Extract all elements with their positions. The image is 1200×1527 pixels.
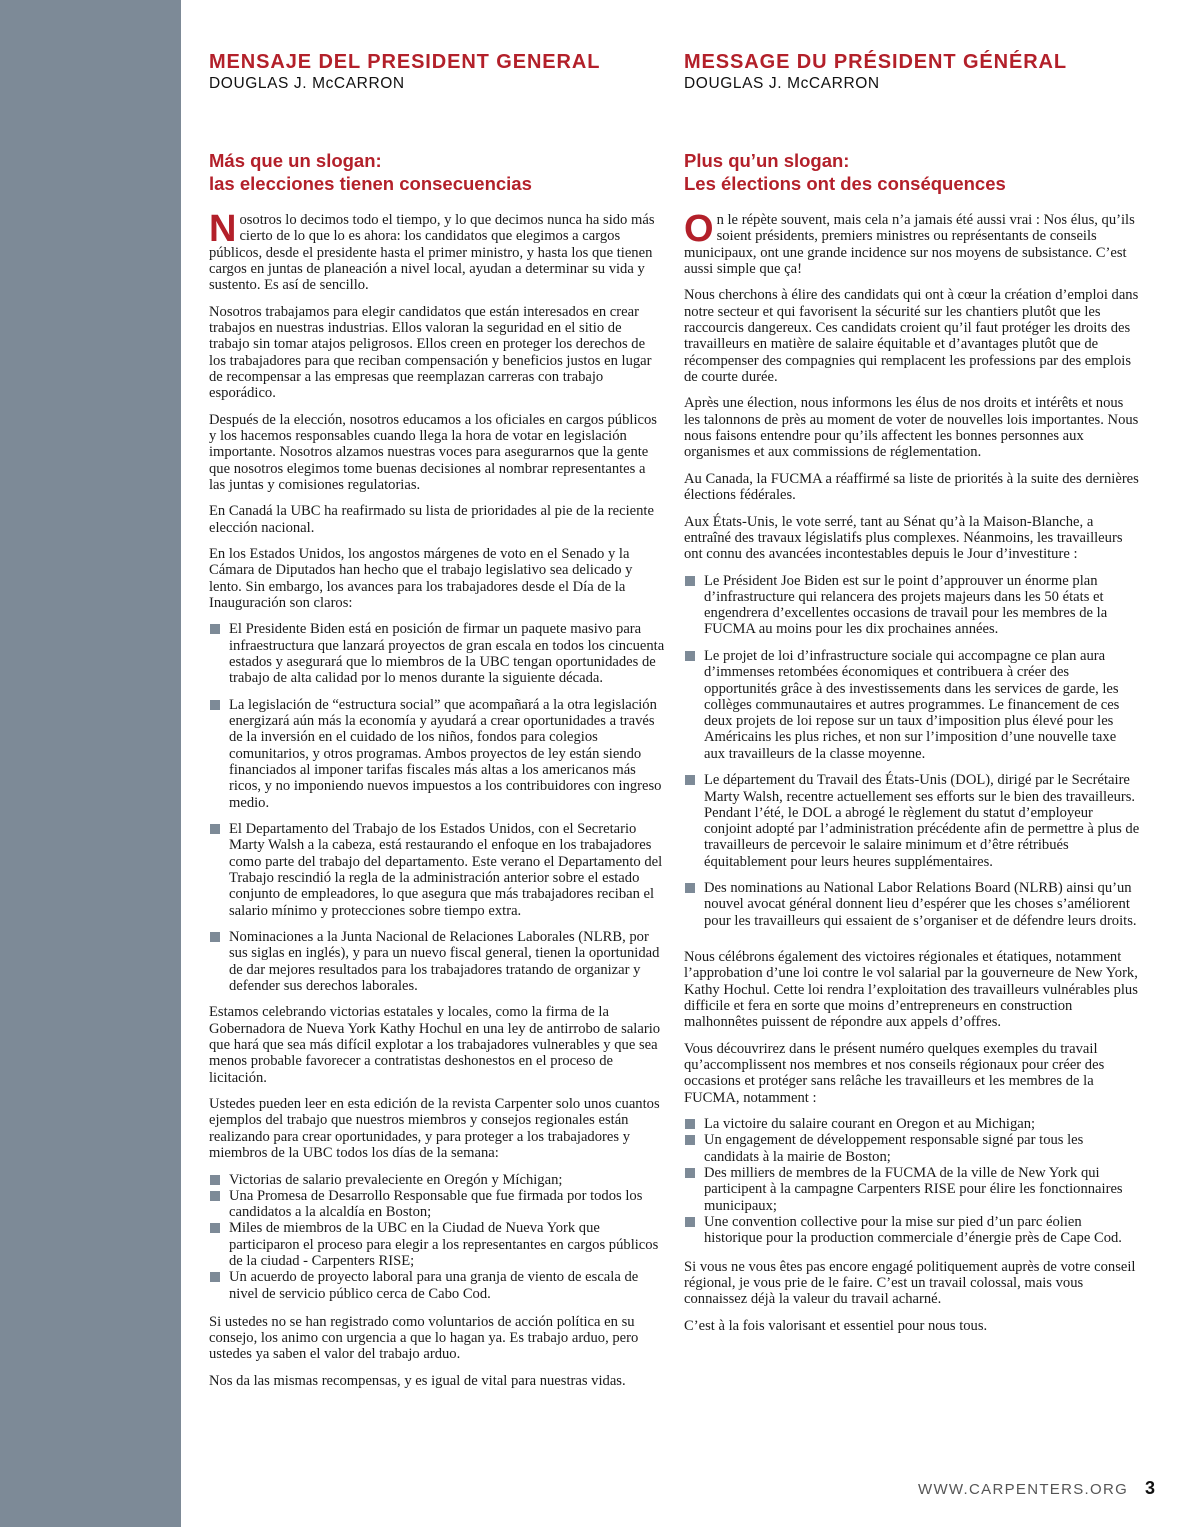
list-item: Le département du Travail des États-Unis (DOL), dirigé par le Secrétaire Marty Walsh, recentre actuellement ses efforts sur le bien des travailleurs. Pendant l’été, le DOL a abrogé le règlement du statut d’employeur conjoint adopté par l’administration précédente afin de permettre à plus de travailleurs de percevoir le salaire minimum et d’être rétribués équitablement pour leurs heures supplémentaires. bbox=[684, 772, 1140, 870]
paragraph-fr-8: Si vous ne vous êtes pas encore engagé politiquement auprès de votre conseil régional, je vous prie de le faire. C’est un travail colossal, mais vous connaissez déjà la valeur du travail acharné. bbox=[684, 1258, 1136, 1308]
paragraph-es-7: Ustedes pueden leer en esta edición de la revista Carpenter solo unos cuantos ejemplos del trabajo que nuestros miembros y consejos regionales están realizando para crear oportunidades, y para proteger a los trabajadores y miembros de la UBC todos los días de la semana: bbox=[209, 1096, 660, 1162]
paragraph-es-6: Estamos celebrando victorias estatales y locales, como la firma de la Gobernadora de Nueva York Kathy Hochul en una ley de antirrobo de salario que hará que sea más difícil explotar a los trabajadores vulnerables y que sea menos probable favorecer a contratistas deshonestos en el proceso de licitación. bbox=[209, 1004, 661, 1086]
list-item: Nominaciones a la Junta Nacional de Relaciones Laborales (NLRB, por sus siglas en inglés), y para un nuevo fiscal general, tienen la oportunidad de dar mejores resultados para los trabajadores tratando de organizar y defender sus derechos laborales. bbox=[209, 929, 665, 994]
list-item: La legislación de “estructura social” que acompañará a la otra legislación energizará aún más la economía y ayudará a crear oportunidades a través de la inversión en el cuidado de los niños, fondos para colegios comunitarios, y otros programas. Ambos proyectos de ley están siendo financiados al imponer tarifas fiscales más altas a los americanos más ricos, y no imponiendo nuevos impuestos a los contribuidores con ingreso medio. bbox=[209, 697, 665, 811]
examples-list-fr bbox=[684, 1116, 1140, 1246]
list-item: El Departamento del Trabajo de los Estados Unidos, con el Secretario Marty Walsh a la cabeza, está restaurando el enfoque en los trabajadores como parte del trabajo del departamento. Este verano el Departamento del Trabajo rescindió la regla de la administración anterior sobre el estado conjunto de empleadores, lo que asegura que más trabajadores reciban el salario mínimo y protecciones sobre tiempo extra. bbox=[209, 821, 665, 919]
paragraph-fr-7: Vous découvrirez dans le présent numéro quelques exemples du travail qu’accomplissent nos membres et nos conseils régionaux pour créer des occasions et protéger sans relâche les travailleurs et les membres de la FUCMA, notamment : bbox=[684, 1040, 1105, 1106]
list-item: Una Promesa de Desarrollo Responsable que fue firmada por todos los candidatos a la alcaldía en Boston; bbox=[209, 1188, 665, 1221]
paragraph-fr-9: C’est à la fois valorisant et essentiel pour nous tous. bbox=[684, 1317, 988, 1334]
paragraph-es-3: Después de la elección, nosotros educamos a los oficiales en cargos públicos y los hacemos responsables cuando llega la hora de votar en legislación importante. Nosotros alzamos nuestras voces para asegurarnos que la gente que nosotros elegimos tome buenas decisiones al nombrar representantes a las juntas y comisiones regulatorias. bbox=[209, 411, 657, 493]
headline-es-line1: Más que un slogan: bbox=[209, 150, 382, 171]
list-item: Une convention collective pour la mise sur pied d’un parc éolien historique pour la production commerciale d’énergie près de Cape Cod. bbox=[684, 1214, 1140, 1247]
list-item: Un acuerdo de proyecto laboral para una granja de viento de escala de nivel de servicio público cerca de Cabo Cod. bbox=[209, 1269, 665, 1302]
list-item: Des milliers de membres de la FUCMA de la ville de New York qui participent à la campagne Carpenters RISE pour élire les fonctionnaires municipaux; bbox=[684, 1165, 1140, 1214]
paragraph-fr-6: Nous célébrons également des victoires régionales et étatiques, notamment l’approbation d’une loi contre le vol salarial par la gouverneure de New York, Kathy Hochul. Cette loi rendra l’exploitation des travailleurs vulnérables plus difficile et fera en sorte que moins d’entrepreneurs en construction malhonnêtes puissent de répondre aux appels d’offres. bbox=[684, 949, 1138, 1031]
paragraph-es-9: Nos da las mismas recompensas, y es igual de vital para nuestras vidas. bbox=[209, 1372, 626, 1389]
paragraph-es-1-text: osotros lo decimos todo el tiempo, y lo que decimos nunca ha sido más cierto de lo que lo es ahora: los candidatos que elegimos a cargos públicos, desde el presidente hasta el primer ministro, y hasta los que tienen cargos en juntas de planeación a nivel local, ayudan a determinar su vida y sustento. Es así de sencillo. bbox=[209, 212, 655, 294]
bullet-list-fr bbox=[684, 573, 1140, 930]
headline-fr-line1: Plus qu’un slogan: bbox=[684, 150, 850, 171]
drop-cap-es: N bbox=[209, 208, 237, 250]
paragraph-es-8: Si ustedes no se han registrado como voluntarios de acción política en su consejo, los animo con urgencia a que lo hagan ya. Es trabajo arduo, pero ustedes ya saben el valor del trabajo arduo. bbox=[209, 1313, 639, 1363]
section-title-es: MENSAJE DEL PRESIDENT GENERAL bbox=[209, 51, 601, 73]
sidebar-color-band bbox=[0, 0, 181, 1527]
byline-es: DOUGLAS J. McCARRON bbox=[209, 75, 405, 92]
examples-list-es bbox=[209, 1172, 665, 1302]
list-item: La victoire du salaire courant en Oregon et au Michigan; bbox=[684, 1116, 1140, 1132]
paragraph-es-2: Nosotros trabajamos para elegir candidatos que están interesados en crear trabajos en nuestras industrias. Ellos valoran la seguridad en el sitio de trabajo sin tomar atajos peligrosos. Ellos creen en proteger los derechos de los trabajadores para que reciban compensación y beneficios justos en lugar de recompensar a las empresas que reemplazan carreras con trabajo esporádico. bbox=[209, 303, 652, 402]
list-item: Victorias de salario prevaleciente en Oregón y Míchigan; bbox=[209, 1172, 665, 1188]
section-title-fr: MESSAGE DU PRÉSIDENT GÉNÉRAL bbox=[684, 51, 1068, 73]
page-number: 3 bbox=[1145, 1478, 1156, 1498]
paragraph-fr-2: Nous cherchons à élire des candidats qui ont à cœur la création d’emploi dans notre secteur et qui favorisent la sécurité sur les chantiers plutôt que les raccourcis dangereux. Ces candidats croient qu’il faut protéger les droits des travailleurs en matière de salaire équitable et d’avantages plutôt que de récompenser des compagnies qui remplacent les professions par des emplois de courte durée. bbox=[684, 287, 1139, 385]
list-item: Des nominations au National Labor Relations Board (NLRB) ainsi qu’un nouvel avocat général donnent lieu d’espérer que les choses s’améliorent pour les travailleurs qui essaient de s’organiser et de défendre leurs droits. bbox=[684, 880, 1140, 929]
drop-cap-fr: O bbox=[684, 208, 714, 250]
list-item: Un engagement de développement responsable signé par tous les candidats à la mairie de Boston; bbox=[684, 1132, 1140, 1165]
paragraph-fr-3: Après une élection, nous informons les élus de nos droits et intérêts et nous les talonnons de près au moment de voter de nouvelles lois importantes. Nous nous faisons entendre pour qu’ils affectent les bonnes personnes aux organismes et aux commissions de réglementation. bbox=[684, 395, 1139, 461]
paragraph-fr-5: Aux États-Unis, le vote serré, tant au Sénat qu’à la Maison-Blanche, a entraîné des travaux législatifs plus complexes. Néanmoins, les travailleurs ont connu des avancées incontestables depuis le Jour d’investiture : bbox=[684, 513, 1123, 563]
bullet-list-es bbox=[209, 621, 665, 994]
french-column bbox=[684, 50, 1140, 1344]
paragraph-es-5: En los Estados Unidos, los angostos márgenes de voto en el Senado y la Cámara de Diputados han hecho que el trabajo legislativo sea delicado y lento. Sin embargo, los avances para los trabajadores desde el Día de la Inauguración son claros: bbox=[209, 546, 633, 611]
footer-url: WWW.CARPENTERS.ORG bbox=[918, 1481, 1129, 1498]
list-item: Miles de miembros de la UBC en la Ciudad de Nueva York que participaron el proceso para elegir a los representantes en cargos públicos de la ciudad - Carpenters RISE; bbox=[209, 1220, 665, 1269]
headline-fr bbox=[684, 149, 1140, 195]
paragraph-fr-4: Au Canada, la FUCMA a réaffirmé sa liste de priorités à la suite des dernières élections fédérales. bbox=[684, 470, 1139, 504]
list-item: El Presidente Biden está en posición de firmar un paquete masivo para infraestructura que lanzará proyectos de gran escala en todos los cincuenta estados y asegurará que lo miembros de la UBC tengan oportunidades de trabajo de alta calidad por lo menos durante la siguiente década. bbox=[209, 621, 665, 686]
paragraph-es-1 bbox=[209, 208, 665, 294]
spanish-column bbox=[209, 50, 665, 1399]
byline-fr: DOUGLAS J. McCARRON bbox=[684, 75, 880, 92]
paragraph-fr-1-text: n le répète souvent, mais cela n’a jamais été aussi vrai : Nos élus, qu’ils soient présidents, premiers ministres ou représentants de conseils municipaux, ont une grande incidence sur nos moyens de subsistance. C’est aussi simple que ça! bbox=[684, 212, 1135, 277]
list-item: Le projet de loi d’infrastructure sociale qui accompagne ce plan aura d’immenses retombées économiques et contribuera à créer des opportunités grâce à des investissements dans les services de garde, les collèges communautaires et autres programmes. Le financement de ces deux projets de loi repose sur un taux d’imposition plus élevé pour les Américains les plus riches, et non sur l’imposition d’une nouvelle taxe aux travailleurs de la classe moyenne. bbox=[684, 648, 1140, 762]
headline-es bbox=[209, 149, 665, 195]
headline-fr-line2: Les élections ont des conséquences bbox=[684, 173, 1006, 194]
paragraph-es-4: En Canadá la UBC ha reafirmado su lista de prioridades al pie de la reciente elección nacional. bbox=[209, 503, 654, 536]
list-item: Le Président Joe Biden est sur le point d’approuver un énorme plan d’infrastructure qui relancera des projets majeurs dans les 50 états et engendrera d’excellentes occasions de travail pour les membres de la FUCMA au moins pour les dix prochaines années. bbox=[684, 573, 1140, 638]
paragraph-fr-1 bbox=[684, 208, 1140, 277]
headline-es-line2: las elecciones tienen consecuencias bbox=[209, 173, 532, 194]
